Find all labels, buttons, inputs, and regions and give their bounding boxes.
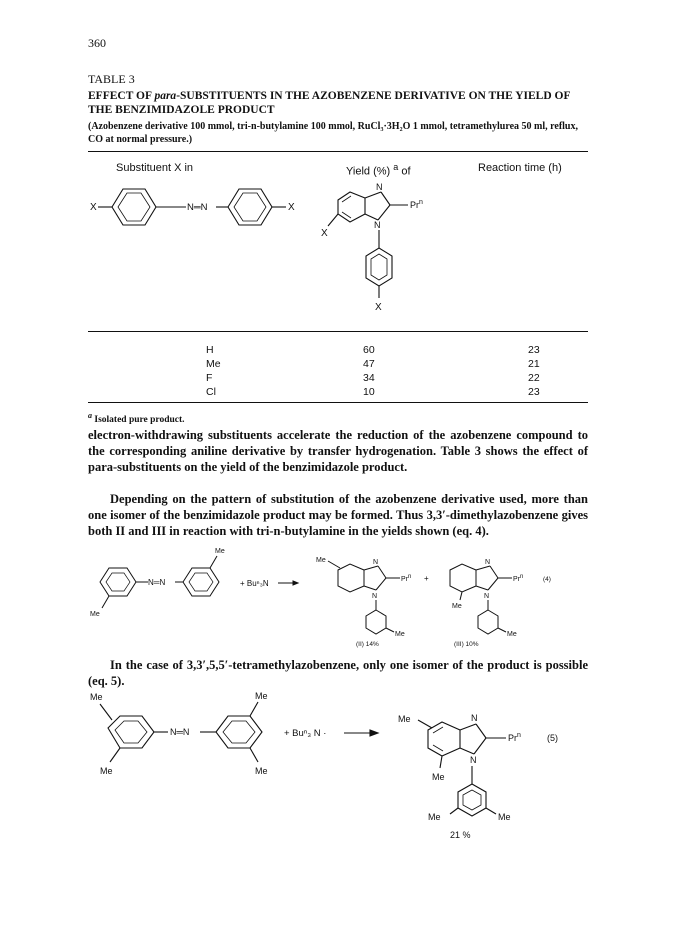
table-row: [88, 357, 588, 371]
bond: [498, 628, 506, 632]
table-conditions: (Azobenzene derivative 100 mmol, tri-n-butylamine 100 mmol, RuCl₃·3H₂O 1 mmol, tetramethylurea 50 ml, reflux, CO at normal pressure.): [88, 121, 578, 145]
bond: [328, 561, 340, 568]
me-label: Me: [316, 557, 326, 564]
table-footnote: [88, 411, 185, 425]
cell-time: 23: [528, 386, 540, 398]
bond: [476, 566, 490, 570]
me-label: Me: [428, 812, 441, 822]
x-label: X: [90, 202, 97, 213]
arrow-head: [293, 581, 298, 585]
title-part: -SUBSTITUENTS IN THE AZOBENZENE DERIVATIVE ON THE YIELD OF THE BENZIMIDAZOLE PRODUCT: [88, 90, 571, 116]
azo-label: N═N: [148, 578, 166, 587]
bond: [488, 578, 498, 590]
n-atom: N: [484, 593, 490, 600]
bond: [364, 586, 376, 590]
phenyl-ring-inner: [371, 254, 387, 280]
n-atom: N: [471, 713, 478, 723]
me-label: Me: [432, 772, 445, 782]
x-label: X: [375, 302, 382, 313]
bond: [376, 578, 386, 590]
bond: [328, 214, 338, 226]
ring: [100, 568, 136, 596]
me-label: Me: [498, 812, 511, 822]
ring-inner: [223, 721, 255, 743]
bond: [450, 808, 458, 814]
yield-ii: (II) 14%: [356, 641, 379, 648]
equation-5: [88, 690, 588, 860]
benzene-ring-inner: [118, 193, 150, 221]
page-number: 360: [88, 36, 106, 50]
bond: [250, 748, 258, 762]
cell-substituent: Me: [206, 358, 221, 370]
bond: [110, 748, 120, 762]
title-italic: para: [154, 90, 177, 102]
me-label: Me: [507, 631, 517, 638]
bond: [381, 192, 390, 205]
equation-number: (5): [547, 733, 558, 743]
n-atom: N: [485, 559, 491, 566]
me-label: Me: [255, 766, 268, 776]
yield-5: 21 %: [450, 830, 471, 840]
benzene-ring: [112, 189, 156, 225]
table-top-rule: [88, 151, 588, 152]
me-label: Me: [255, 691, 268, 701]
bond: [102, 596, 109, 608]
table-bottom-rule: [88, 402, 588, 403]
n-atom: N: [376, 182, 383, 192]
cell-time: 23: [528, 344, 540, 356]
ring: [183, 568, 219, 596]
n-atom: N: [470, 755, 477, 765]
table-row: [88, 371, 588, 385]
inner-bond: [433, 727, 443, 733]
ring: [428, 722, 460, 756]
reagent-label: + Buⁿ₃N: [240, 579, 269, 588]
ring-inner: [463, 790, 481, 810]
ring: [450, 564, 476, 592]
ring-inner: [189, 573, 213, 591]
footnote-mark: a: [88, 411, 92, 420]
benzene-ring-inner: [234, 193, 266, 221]
cell-time: 21: [528, 358, 540, 370]
bond: [486, 808, 496, 814]
yield-of: of: [401, 165, 411, 178]
benzene-ring: [228, 189, 272, 225]
x-label: X: [288, 202, 295, 213]
me-label: Me: [215, 548, 225, 555]
ring: [458, 784, 486, 816]
paragraph-3: In the case of 3,3′,5,5′-tetramethylazobenzene, only one isomer of the product is possible (eq. 5).: [88, 658, 588, 688]
propyl-label: Prn: [513, 574, 524, 583]
cell-substituent: H: [206, 344, 214, 356]
cell-yield: 47: [363, 358, 375, 370]
propyl-label: Prn: [401, 574, 412, 583]
bond: [378, 566, 386, 578]
bond: [418, 720, 432, 728]
arrow-head: [370, 730, 378, 736]
table-structures: [88, 170, 588, 328]
table-title: [88, 89, 588, 117]
cell-yield: 34: [363, 372, 375, 384]
azo-label: N═N: [170, 727, 190, 737]
n-atom: N: [372, 593, 378, 600]
equation-4: [88, 546, 588, 648]
me-label: Me: [90, 611, 100, 618]
plus-sign: +: [424, 574, 429, 583]
inner-bond: [433, 745, 443, 751]
bond: [365, 192, 381, 198]
bond: [460, 748, 474, 754]
me-label: Me: [398, 714, 411, 724]
table-label: TABLE 3: [88, 72, 135, 86]
table-mid-rule: [88, 331, 588, 332]
bond: [250, 702, 258, 716]
propyl-label: Pr$^n$: [410, 199, 423, 210]
ring: [478, 610, 498, 634]
column-header-time: Reaction time (h): [478, 162, 562, 174]
table-row: [88, 385, 588, 399]
bond: [100, 704, 112, 720]
paragraph-2: Depending on the pattern of substitution of the azobenzene derivative used, more than one isomer of the benzimidazole product may be formed. Thus 3,3′-dimethylazobenzene gives both II and III in reaction with tri-n-butylamine in the yields shown (eq. 4).: [88, 492, 588, 538]
me-label: Me: [452, 603, 462, 610]
bond: [460, 592, 462, 600]
paragraph-1: electron-withdrawing substituents accelerate the reduction of the azobenzene compound to the corresponding aniline derivative by transfer hydrogenation. Table 3 shows the effect of para-substituents on the yield of the benzimidazole product.: [88, 428, 588, 474]
bond: [476, 586, 488, 590]
benzimidazole-benzo-ring: [338, 192, 365, 222]
x-label: X: [321, 228, 328, 239]
yield-label: Yield (%): [346, 165, 391, 178]
me-label: Me: [90, 692, 103, 702]
n-atom: N: [373, 559, 379, 566]
bond: [364, 566, 378, 570]
bond: [474, 738, 486, 754]
bond: [378, 205, 390, 220]
cell-substituent: F: [206, 372, 213, 384]
bond: [440, 756, 442, 768]
ring: [338, 564, 364, 592]
bond: [386, 628, 394, 632]
yield-iii: (III) 10%: [454, 641, 479, 648]
ring-inner: [106, 573, 130, 591]
bond: [476, 724, 486, 738]
bond: [490, 566, 498, 578]
bond: [210, 556, 217, 568]
me-label: Me: [100, 766, 113, 776]
equation-number: (4): [543, 576, 551, 583]
cell-time: 22: [528, 372, 540, 384]
bond: [460, 724, 476, 730]
title-part: EFFECT OF: [88, 90, 155, 102]
yield-footnote-mark: a: [393, 162, 399, 172]
propyl-label: Pr$^n$: [508, 732, 521, 743]
table-body: [88, 343, 588, 399]
cell-substituent: Cl: [206, 386, 216, 398]
footnote-text: Isolated pure product.: [94, 415, 185, 426]
cell-yield: 10: [363, 386, 375, 398]
n-atom: N: [374, 220, 381, 230]
ring-inner: [115, 721, 147, 743]
cell-yield: 60: [363, 344, 375, 356]
me-label: Me: [395, 631, 405, 638]
column-header-substituent: Substituent X in: [116, 162, 194, 174]
ring: [366, 610, 386, 634]
table-row: [88, 343, 588, 357]
reagent-label: + Buⁿ₃ N ·: [284, 728, 327, 739]
azo-label: N═N: [187, 202, 208, 213]
